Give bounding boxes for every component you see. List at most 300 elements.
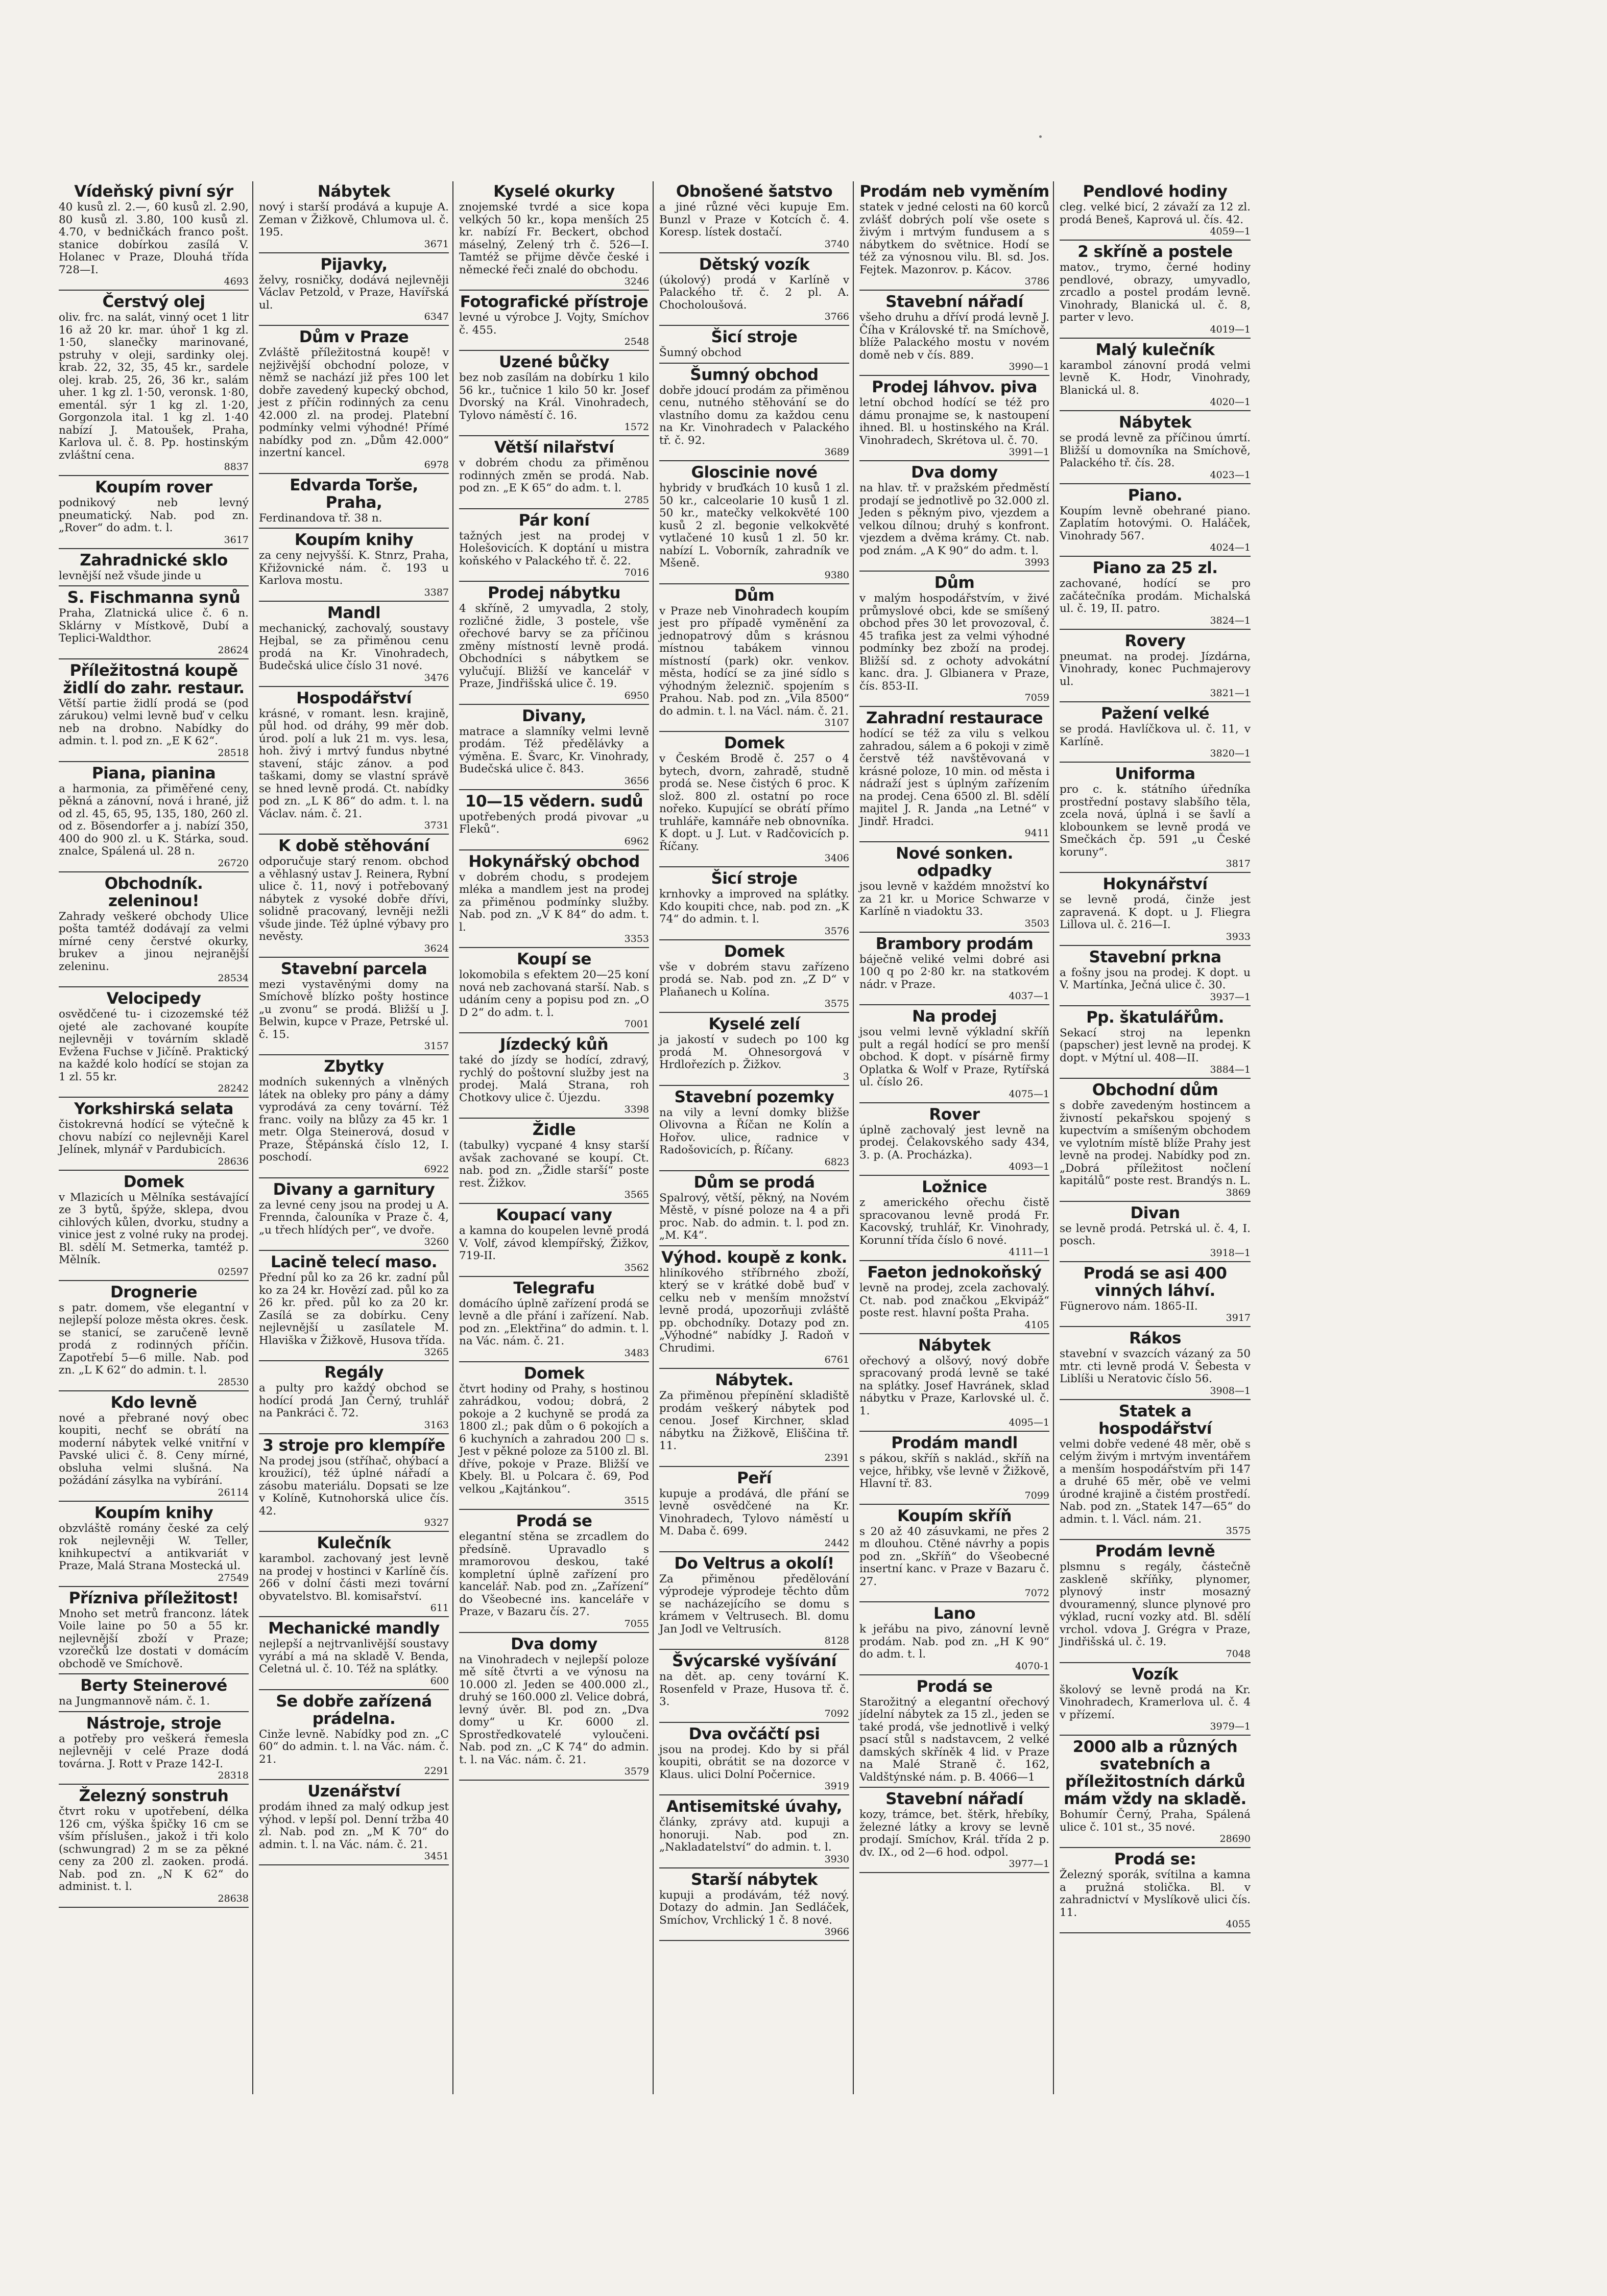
- ad-text: na Vinohradech v nejlepší poloze mě sítě čtvrti a ve výnosu na 10.000 zl. Jeden se 400.000 zl., druhý se 160.000 zl. Velice dobrá, levný úvěr. Bl. pod zn. „Dva domy“ u Kr. 6000 zl. Sprostředkovatelé vyloučeni. Nab. pod zn. „C K 74“ do admin. t. l. na Vác. nám. č. 21.: [459, 1653, 649, 1766]
- ad-heading: Šumný obchod: [690, 365, 819, 384]
- classified-ad: [659, 1172, 849, 1246]
- ad-column: [1056, 181, 1254, 2094]
- ad-reference-number: 3731: [424, 820, 449, 831]
- ad-heading: Kyselé okurky: [493, 182, 615, 201]
- classified-ad: [1060, 874, 1251, 946]
- ad-text: krnhovky a improved na splátky. Kdo koupiti chce, nab. pod zn. „K 74“ do admin. t. l.: [659, 888, 849, 926]
- ad-heading: Obchodní dům: [1092, 1081, 1218, 1099]
- ad-text: kupuje a prodává, dle přání se levně osvědčené na Kr. Vinohradech, Tylovo náměstí u M. Daba č. 699.: [659, 1487, 849, 1537]
- ad-text: v dobrém chodu za přiměnou rodinných změn se prodá. Nab. pod zn. „E K 65“ do adm. t. l.: [459, 457, 649, 494]
- ad-reference-number: 7092: [824, 1708, 849, 1719]
- ad-reference-number: 7099: [1024, 1489, 1049, 1501]
- ad-reference-number: 6761: [824, 1354, 849, 1365]
- classified-ad: [459, 1278, 649, 1362]
- ad-heading: Starší nábytek: [690, 1870, 818, 1889]
- ad-reference-number: 3869: [1226, 1187, 1251, 1198]
- ad-heading: Nábytek.: [715, 1371, 794, 1389]
- classified-ad: [1060, 703, 1251, 763]
- ad-reference-number: 3979—1: [1210, 1721, 1251, 1732]
- ad-heading: Peří: [737, 1469, 772, 1487]
- ad-reference-number: 3107: [824, 717, 849, 728]
- ad-reference-number: 4020—1: [1210, 396, 1251, 408]
- classified-ad: [859, 1603, 1049, 1675]
- classified-ad: [259, 1691, 449, 1781]
- classified-ad: [59, 1172, 249, 1281]
- ad-heading: Hokynářský obchod: [468, 852, 640, 871]
- ad-heading: Prodám levně: [1095, 1542, 1215, 1560]
- ad-heading: Nábytek: [918, 1336, 991, 1355]
- ad-heading: Statek a hospodářství: [1098, 1402, 1212, 1438]
- classified-ad: [659, 462, 849, 584]
- ad-heading: Nábytek: [317, 182, 391, 201]
- ad-reference-number: 26114: [218, 1486, 249, 1498]
- ad-heading: Brambory prodám: [875, 934, 1034, 953]
- classified-ad: [459, 1205, 649, 1277]
- ad-reference-number: 8128: [824, 1635, 849, 1646]
- ad-heading: Koupím skříň: [897, 1506, 1012, 1525]
- classified-ad: [859, 1006, 1049, 1103]
- ad-reference-number: 3575: [1226, 1525, 1251, 1536]
- classified-ad: [1060, 1263, 1251, 1328]
- ad-heading: Hokynářství: [1102, 875, 1208, 893]
- ad-text: hodící se též za vilu s velkou zahradou, sálem a 6 pokoji v zimě čerstvě též navštěvovaná v krásné poloze, 10 min. od města i nádraží jest s úplným zařízením na prodej. Cena 6500 zl. Bl. sdělí majitel J. R. Janda „na Letné“ v Jindř. Hradci.: [859, 727, 1049, 828]
- ad-reference-number: 3820—1: [1210, 748, 1251, 759]
- ad-text: Železný sporák, svítilna a kamna a pružná stolička. Bl. v zahradnictví v Myslíkově ulici čís. 11.: [1060, 1868, 1251, 1919]
- ad-reference-number: 4024—1: [1210, 542, 1251, 553]
- classified-ad: [59, 1282, 249, 1391]
- ad-text: nové a přebrané nový obec koupiti, nechť se obrátí na moderní nábytek velké vnitřní v Pavské ulici č. 8. Ceny mírné, obsluha velmi slušná. Na požádání zásylka na vybírání.: [59, 1411, 249, 1487]
- ad-text: čtvrt hodiny od Prahy, s hostinou zahrádkou, vodou; dobrá, 2 pokoje a 2 kuchyně se prodá za 1800 zl.; pak dům o 6 pokojích a 6 kuchyních a zahradou 200 ☐ s. Jest v pěkné poloze za 5100 zl. Bl. dříve, pokoje v Praze. Bližší ve Kbely. Bl. u Polcara č. 69, Pod velkou „Kajtánkou“.: [459, 1382, 649, 1496]
- classified-ad: [659, 868, 849, 940]
- classified-ad: [1060, 1080, 1251, 1202]
- ad-reference-number: 2785: [624, 494, 649, 506]
- ad-reference-number: 28318: [218, 1770, 249, 1781]
- ad-text: se levně prodá. Petrská ul. č. 4, I. posch.: [1060, 1222, 1251, 1247]
- ad-heading: Koupací vany: [496, 1206, 612, 1224]
- classified-ad: [259, 1056, 449, 1178]
- ad-text: znojemské tvrdé a sice kopa velkých 50 kr., kopa menších 25 kr. nabízí Fr. Beckert, obchod máselný, Zelený trh č. 526—I. Tamtéž se přijme děvče české i německé řeči znalé do obchodu.: [459, 201, 649, 276]
- ad-text: oliv. frc. na salát, vinný ocet 1 litr 16 až 20 kr. mar. úhoř 1 kg zl. 1·50, slanečky marinované, pstruhy v oleji, sardinky olej. krab. 22, 32, 35, 45 kr., sardele olej. krab. 25, 26, 36 kr., salám uher. 1 kg zl. 1·50, veronsk. 1·80, ementál. sýr 1 kg zl. 1·20, Gorgonzola ital. 1 kg zl. 1·40 nabízí J. Matoušek, Praha, Karlova ul. č. 8. Pp. hostinským zvláštní cena.: [59, 311, 249, 462]
- ad-text: dobře jdoucí prodám za přiměnou cenu, nutného stěhování se do vlastního domu za každou cenu na Kr. Vinohradech v Palackého tř. č. 92.: [659, 384, 849, 447]
- ad-reference-number: 3476: [424, 672, 449, 683]
- ad-heading: Větší nilařství: [494, 438, 614, 457]
- ad-heading: Přízniva příležitost!: [68, 1589, 239, 1607]
- classified-ad: [459, 851, 649, 949]
- ad-reference-number: 3933: [1226, 931, 1251, 942]
- ad-heading: Pijavky,: [320, 255, 388, 274]
- ad-heading: Hospodářství: [296, 689, 412, 707]
- ad-reference-number: 1572: [624, 421, 649, 433]
- ad-reference-number: 4111—1: [1009, 1246, 1049, 1258]
- ad-heading: Vídeňský pivní sýr: [74, 182, 233, 201]
- ad-heading: Dům v Praze: [299, 328, 409, 346]
- ad-text: báječně veliké velmi dobré asi 100 q po 2·80 kr. na statkovém nádr. v Praze.: [859, 953, 1049, 991]
- ad-text: s 20 až 40 zásuvkami, ne přes 2 m dlouhou. Ctěné návrhy a popis pod zn. „Skříň“ do Všeobecné insertní kanc. v Praze v Bazaru č. 27.: [859, 1525, 1049, 1588]
- classified-ad: [459, 1634, 649, 1781]
- classified-ad: [1060, 764, 1251, 873]
- ad-reference-number: 3908—1: [1210, 1385, 1251, 1396]
- ad-text: v malým hospodářstvím, v živé průmyslové obci, kde se smíšený obchod přes 30 let provozoval, č. 45 trafika jest za velmi výhodné podmínky bez zboží na prodej. Bližší sd. z ochoty advokátní kanc. dra. J. Glbianera v Praze, čís. 853-II.: [859, 592, 1049, 693]
- ad-heading: 2000 alb a různých svatebních a příležitostních dárků mám vždy na skladě.: [1064, 1738, 1246, 1808]
- classified-ad: [259, 1252, 449, 1361]
- ad-text: čtvrt roku v upotřebení, délka 126 cm, výška špičky 16 cm se vším příslušen., jakož i tři kolo (schwungrad) 2 m se za pěkné ceny za 200 zl. zaoken. prodá. Nab. pod zn. „N K 62“ do administ. t. l.: [59, 1805, 249, 1893]
- ad-reference-number: 4095—1: [1009, 1417, 1049, 1428]
- ad-heading: Zahradnické sklo: [80, 551, 228, 570]
- classified-ad: [659, 254, 849, 326]
- ad-reference-number: 7059: [1024, 692, 1049, 703]
- ad-heading: S. Fischmanna synů: [67, 588, 241, 607]
- classified-ad: [1060, 1328, 1251, 1400]
- ad-heading: Fotografické přístroje: [460, 293, 649, 311]
- ad-text: letní obchod hodící se též pro dámu pronajme se, k nastoupení ihned. Bl. u hostinského na Král. Vinohradech, Skrétova ul. č. 70.: [859, 396, 1049, 447]
- ad-reference-number: 6950: [624, 690, 649, 701]
- ad-heading: Dům se prodá: [693, 1173, 815, 1192]
- ad-reference-number: 02597: [218, 1266, 249, 1277]
- ad-heading: Stavební parcela: [280, 959, 427, 978]
- ad-reference-number: 4023—1: [1210, 469, 1251, 481]
- ad-heading: Prodá se asi 400 vinných láhví.: [1083, 1264, 1227, 1300]
- ad-reference-number: 3993: [1024, 557, 1049, 568]
- ad-reference-number: 3740: [824, 238, 849, 250]
- ad-heading: Kyselé zelí: [708, 1015, 800, 1033]
- classified-ad: [459, 1034, 649, 1119]
- ad-reference-number: 3575: [824, 998, 849, 1009]
- classified-ad: [859, 462, 1049, 572]
- ad-text: a kamna do koupelen levně prodá V. Volf, závod klempířský, Žižkov, 719-II.: [459, 1224, 649, 1262]
- classified-ad: [859, 1506, 1049, 1603]
- ad-heading: Prodám mandl: [891, 1434, 1018, 1452]
- ad-heading: Faeton jednokoňský: [867, 1263, 1042, 1282]
- ad-text: ořechový a olšový, nový dobře spracovaný prodá levně se také na splátky. Josef Havránek, sklad nábytku v Praze, Karlovské ul. č. 1.: [859, 1354, 1049, 1417]
- ad-text: v Praze neb Vinohradech koupím jest pro případě vyměnění za jednopatrový dům s krásnou místnou tabákem vinnou místností (park) okr. venkov. města, hodící se za jiné sídlo s výhodným železnič. spojením s Prahou. Nab. pod zn. „Vila 8500“ do admin. t. l. na Václ. nám. č. 21.: [659, 604, 849, 718]
- ad-heading: Prodá se:: [1114, 1850, 1196, 1868]
- classified-ad: [1060, 1007, 1251, 1079]
- classified-ad: [59, 477, 249, 549]
- classified-ad: [859, 843, 1049, 933]
- ad-reference-number: 3824—1: [1210, 614, 1251, 626]
- ad-text: z amerického ořechu čistě spracovanou levně prodá Fr. Kacovský, truhlář, Kr. Vinohrady, Korunní třída číslo 6 nové.: [859, 1196, 1049, 1247]
- ad-reference-number: 28530: [218, 1376, 249, 1388]
- ad-heading: 2 skříně a postele: [1077, 243, 1233, 261]
- classified-ad: [1060, 242, 1251, 339]
- ad-heading: Domek: [724, 942, 785, 961]
- ad-reference-number: 3918—1: [1210, 1247, 1251, 1259]
- ad-text: a potřeby pro veškerá řemesla nejlevněji v celé Praze dodá továrna. J. Rott v Praze 142-I.: [59, 1732, 249, 1770]
- classified-ad: [459, 706, 649, 790]
- ad-text: jsou levně v každém množství ko za 21 kr. u Morice Schwarze v Karlíně n viadoktu 33.: [859, 880, 1049, 918]
- ad-text: modních sukenných a vlněných látek na obleky pro pány a dámy vyprodává za ceny tovární. Též franc. voily na blůzy za 45 kr. 1 metr. Olga Steinerová, dosud v Praze, Štěpánská číslo 12, I. poschodí.: [259, 1076, 449, 1164]
- ad-reference-number: 3515: [624, 1495, 649, 1506]
- ad-text: za ceny nejvyšší. K. Stnrz, Praha, Křižovnické nám. č. 193 u Karlova mostu.: [259, 549, 449, 587]
- classified-ad: [659, 1468, 849, 1552]
- ad-heading: Prodej láhvov. piva: [872, 378, 1037, 396]
- ad-reference-number: 9411: [1024, 827, 1049, 839]
- ad-text: 4 skříně, 2 umyvadla, 2 stoly, rozličné židle, 3 postele, vše ořechové barvy se za příčinou změny místností levně prodá. Obchodníci s nábytkem se vylučují. Bližší ve kancelář v Praze, Jindřišská ulice č. 19.: [459, 602, 649, 690]
- ad-text: Ferdinandova tř. 38 n.: [259, 511, 382, 525]
- ad-heading: Gloscinie nové: [691, 463, 818, 482]
- ad-reference-number: 3977—1: [1009, 1858, 1049, 1869]
- ad-text: ja jakostí v sudech po 100 kg prodá M. Ohnesorgová v Hrdlořezích p. Žižkov.: [659, 1033, 849, 1071]
- ad-text: hliníkového stříbrného zboží, který se v krátké době buď v celku neb v menším množství levně prodá, upozorňuji zvláště pp. obchodníky. Dotazy pod zn. „Výhodné“ nabídky J. Radoň v Chrudimi.: [659, 1266, 849, 1355]
- ad-heading: Uzené bůčky: [498, 353, 610, 371]
- ad-heading: Jízdecký kůň: [499, 1035, 609, 1054]
- ad-text: cleg. velké bicí, 2 závaží za 12 zl. prodá Beneš, Kaprová ul. čís. 42.: [1060, 201, 1251, 226]
- ad-reference-number: 3387: [424, 586, 449, 598]
- ad-heading: Židle: [532, 1121, 576, 1139]
- ad-text: zachované, hodící se pro začátečníka prodám. Michalská ul. č. 19, II. patro.: [1060, 577, 1251, 615]
- ad-heading: Pár koní: [518, 511, 590, 530]
- ad-heading: Dva domy: [511, 1635, 597, 1653]
- ad-text: Na prodej jsou (stříhač, ohýbací a kroužicí), též úplné nářadí a zásobu materiálu. Dopsati se lze v Kolíně, Kutnohorská ulice čís. 42.: [259, 1454, 449, 1518]
- ad-reference-number: 7055: [624, 1618, 649, 1629]
- classified-ad: [1060, 485, 1251, 557]
- ad-text: levně na prodej, zcela zachovalý. Ct. nab. pod značkou „Ekvipáž“ poste rest. hlavní pošta Praha.: [859, 1282, 1049, 1319]
- ad-reference-number: 3579: [624, 1766, 649, 1777]
- ad-text: matrace a slamníky velmi levně prodám. Též předělávky a výměna. E. Švarc, Kr. Vinohrady, Budečská ulice č. 843.: [459, 725, 649, 775]
- ad-text: lokomobila s efektem 20—25 koní nová neb zachovaná starší. Nab. s udáním ceny a popisu pod zn. „O D 2“ do adm. t. l.: [459, 968, 649, 1019]
- ad-reference-number: 3503: [1024, 917, 1049, 929]
- ad-text: Přední půl ko za 26 kr. zadní půl ko za 24 kr. Hovězí zad. půl ko za 26 kr. před. půl ko za 20 kr. Zasílá se za dobírku. Ceny nejlevnější u zasílatele M. Hlaviška v Žižkově, Husova třída.: [259, 1271, 449, 1347]
- ad-text: Větší partie židlí prodá se (pod zárukou) velmi levně buď v celku neb na drobno. Nabídky do admin. t. l. pod zn. „E K 62“.: [59, 697, 249, 747]
- classified-ad: [859, 181, 1049, 291]
- classified-ad: [859, 1335, 1049, 1432]
- ad-column: [656, 181, 854, 2094]
- ad-text: mezi vystavěnými domy na Smíchově blízko pošty hostince „u zvonu“ se prodá. Bližší u J. Belwin, kupce v Praze, Petrské ul. č. 15.: [259, 978, 449, 1041]
- classified-ad: [459, 791, 649, 850]
- ad-heading: Obnošené šatstvo: [676, 182, 833, 201]
- ad-heading: Dětský vozík: [699, 255, 810, 274]
- ad-reference-number: 4019—1: [1210, 323, 1251, 335]
- ad-reference-number: 7048: [1226, 1648, 1251, 1660]
- ad-heading: Mandl: [327, 603, 381, 622]
- ad-text: nejlepší a nejtrvanlivější soustavy vyrábí a má na skladě V. Benda, Celetná ul. č. 10. Též na splátky.: [259, 1638, 449, 1675]
- ad-reference-number: 2548: [624, 336, 649, 347]
- ad-text: Praha, Zlatnická ulice č. 6 n. Sklárny v Místkově, Dubí a Teplici-Waldthor.: [59, 607, 249, 645]
- ad-text: se levně prodá, činže jest zapravená. K dopt. u J. Fliegra Lillova ul. č. 216—I.: [1060, 893, 1251, 931]
- classified-ad: [859, 292, 1049, 376]
- classified-ad: [859, 573, 1049, 707]
- ad-reference-number: 2291: [424, 1765, 449, 1777]
- ad-reference-number: 28636: [218, 1155, 249, 1167]
- classified-ad: [59, 1392, 249, 1502]
- ad-text: s patr. domem, vše elegantní v nejlepší poloze města okres. česk. se stanicí, se zaručeně levně prodá z rodinných příčin. Zapotřebí 5—6 mille. Nab. pod zn. „L K 62“ do admin. t. l.: [59, 1301, 249, 1377]
- ad-text: Sekací stroj na lepenkn (papscher) jest levně na prodej. K dopt. v Mýtní ul. 408—II.: [1060, 1026, 1251, 1064]
- ad-text: želvy, rosničky, dodává nejlevněji Václav Petzold, v Praze, Havířská ul.: [259, 273, 449, 312]
- classified-ad: [659, 365, 849, 462]
- classified-ad: [59, 988, 249, 1098]
- classified-ad: [1060, 1849, 1251, 1933]
- classified-ad: [459, 510, 649, 582]
- ad-reference-number: 3766: [824, 311, 849, 322]
- ad-text: Za přiměnou předělování výprodeje výprodeje těchto dům se nacházejícího se domu s krámem v Veltrusech. Bl. domu Jan Jodl ve Veltrusích.: [659, 1572, 849, 1636]
- ad-text: karambol. zachovaný jest levně na prodej v hostinci v Karlíně čís. 266 v dolní části mezi tovární obyvatelstvo. Bl. komisařství.: [259, 1552, 449, 1603]
- ad-heading: Edvarda Torše, Praha,: [290, 476, 418, 512]
- classified-ad: [459, 1363, 649, 1510]
- classifieds-sheet: [55, 181, 1457, 2094]
- ad-reference-number: 4075—1: [1009, 1088, 1049, 1100]
- ad-reference-number: 28534: [218, 973, 249, 984]
- ad-reference-number: 28242: [218, 1083, 249, 1094]
- ad-reference-number: 4059—1: [1210, 226, 1251, 237]
- ad-heading: Berty Steinerové: [80, 1676, 227, 1695]
- ad-heading: Pendlové hodiny: [1083, 182, 1228, 201]
- classified-ad: [459, 352, 649, 436]
- ad-text: elegantní stěna se zrcadlem do předsíně. Upravadlo s mramorovou deskou, také kompletní úplně zařízení pro kancelář. Nab. pod zn. „Zařízení“ do Všeobecné ins. kanceláře v Praze, v Bazaru čís. 27.: [459, 1530, 649, 1618]
- ad-heading: Uniforma: [1115, 765, 1195, 783]
- ad-text: pneumat. na prodej. Jízdárna, Vinohrady, konec Puchmajerovy ul.: [1060, 650, 1251, 688]
- ad-reference-number: 7001: [624, 1019, 649, 1030]
- ad-heading: Nástroje, stroje: [86, 1714, 222, 1733]
- ad-heading: Koupím knihy: [94, 1503, 213, 1522]
- ad-reference-number: 3562: [624, 1262, 649, 1273]
- ad-heading: Koupím knihy: [294, 531, 414, 549]
- ad-text: články, zprávy atd. kupuji a honoruji. Nab. pod zn. „Nakladatelství“ do admin. t. l.: [659, 1816, 849, 1854]
- ad-text: a jiné různé věci kupuje Em. Bunzl v Praze v Kotcích č. 4. Koresp. lístek dostačí.: [659, 201, 849, 239]
- classified-ad: [859, 1177, 1049, 1261]
- ad-heading: Prodám neb vyměním: [859, 182, 1049, 201]
- classified-ad: [659, 1087, 849, 1171]
- ad-heading: Yorkshirská selata: [74, 1100, 233, 1118]
- ad-heading: Domek: [724, 734, 785, 752]
- ad-reference-number: 611: [430, 1602, 449, 1614]
- ad-heading: Pp. škatulářům.: [1086, 1008, 1224, 1027]
- ad-column: [856, 181, 1054, 2094]
- ad-text: se prodá levně za příčinou úmrtí. Bližší u domovníka na Smíchově, Palackého tř. čís. 28.: [1060, 432, 1251, 469]
- ad-heading: Dva ovčáčtí psi: [688, 1724, 820, 1743]
- ad-heading: Na prodej: [912, 1007, 997, 1026]
- ad-text: v Mlazicích u Mělníka sestávající ze 3 bytů, špýže, sklepa, dvou cihlových kůlen, dvorku, studny a vinice jest z volné ruky na prodej. Bl. sdělí M. Setmerka, tamtéž p. Mělník.: [59, 1191, 249, 1266]
- ad-reference-number: 3624: [424, 942, 449, 954]
- classified-ad: [459, 1511, 649, 1633]
- ad-reference-number: 3483: [624, 1347, 649, 1359]
- classified-ad: [59, 1588, 249, 1675]
- classified-ad: [859, 1104, 1049, 1176]
- ad-reference-number: 3671: [424, 238, 449, 250]
- ad-reference-number: 28638: [218, 1892, 249, 1904]
- ink-speck: [1039, 135, 1042, 138]
- classified-ad: [659, 733, 849, 867]
- classified-ad: [1060, 181, 1251, 241]
- ad-text: čistokrevná hodící se výtečně k chovu nabízí co nejlevněji Karel Jelínek, mlynář v Pardubicích.: [59, 1118, 249, 1156]
- ad-heading: Domek: [523, 1364, 585, 1383]
- ad-text: Cinže levně. Nabídky pod zn. „C 60“ do admin. t. l. na Vác. nám. č. 21.: [259, 1727, 449, 1766]
- classified-ad: [259, 1435, 449, 1532]
- ad-reference-number: 3656: [624, 775, 649, 787]
- ad-heading: Koupím rover: [95, 478, 212, 496]
- ad-heading: Stavební pozemky: [674, 1087, 834, 1106]
- ad-text: Mnoho set metrů franconz. látek Voile laine po 50 a 55 kr. nejlevnější zboží v Praze; vzorečků lze dostati v domácím obchodě ve Smíchově.: [59, 1607, 249, 1670]
- ad-heading: Lano: [933, 1604, 976, 1623]
- ad-reference-number: 8837: [224, 461, 249, 472]
- ad-reference-number: 28518: [218, 747, 249, 759]
- classified-ad: [59, 587, 249, 659]
- ad-heading: Rákos: [1129, 1329, 1181, 1347]
- ad-heading: 3 stroje pro klempíře: [262, 1436, 445, 1455]
- ad-heading: Výhod. koupě z konk.: [661, 1248, 847, 1267]
- ad-reference-number: 4093—1: [1009, 1161, 1049, 1172]
- ad-heading: Mechanické mandly: [268, 1619, 440, 1638]
- ad-text: nový i starší prodává a kupuje A. Zeman v Žižkově, Chlumova ul. č. 195.: [259, 201, 449, 239]
- classified-ad: [659, 1869, 849, 1942]
- ad-heading: Stavební prkna: [1089, 948, 1221, 966]
- ad-reference-number: 600: [430, 1675, 449, 1687]
- classified-ad: [1060, 558, 1251, 630]
- ad-text: tažných jest na prodej v Holešovicích. K doptání u mistra koňského v Palackého tř. č. 22.: [459, 529, 649, 567]
- ad-text: Bohumír Černý, Praha, Spálená ulice č. 101 st., 35 nové.: [1060, 1808, 1251, 1834]
- classified-ad: [259, 1533, 449, 1617]
- ad-reference-number: 3991—1: [1009, 446, 1049, 458]
- ad-text: Šumný obchod: [659, 346, 742, 359]
- classified-ad: [659, 941, 849, 1013]
- classified-ad: [59, 292, 249, 476]
- ad-text: upotřebených prodá pivovar „u Fleků“.: [459, 810, 649, 836]
- ad-heading: Kdo levně: [110, 1393, 197, 1412]
- ad-text: s pákou, skříň s naklád., skříň na vejce, hřibky, vše levně v Žižkově, Hlavní tř. 83.: [859, 1452, 1049, 1490]
- classified-ad: [259, 254, 449, 326]
- ad-reference-number: 3990—1: [1009, 361, 1049, 372]
- ad-text: se prodá. Havlíčkova ul. č. 11, v Karlíně.: [1060, 723, 1251, 748]
- ad-heading: Dům: [934, 574, 975, 592]
- ad-column: [255, 181, 453, 2094]
- ad-text: 40 kusů zl. 2.—, 60 kusů zl. 2.90, 80 kusů zl. 3.80, 100 kusů zl. 4.70, v bedničkách franco pošt. stanice dobírkou zasílá V. Holanec v Praze, Dlouhá třída 728—I.: [59, 201, 249, 276]
- ad-heading: Piano za 25 zl.: [1092, 559, 1218, 577]
- ad-text: a fošny jsou na prodej. K dopt. u V. Martínka, Ječná ulice č. 30.: [1060, 966, 1251, 991]
- classified-ad: [59, 763, 249, 872]
- ad-reference-number: 3353: [624, 933, 649, 944]
- ad-text: Fügnerovo nám. 1865-II.: [1060, 1299, 1198, 1313]
- classified-ad: [259, 475, 449, 529]
- classified-ad: [1060, 631, 1251, 703]
- ad-reference-number: 9327: [424, 1517, 449, 1528]
- classified-ad: [59, 873, 249, 988]
- ad-text: kupuji a prodávám, též nový. Dotazy do admin. Jan Sedláček, Smíchov, Vrchlický 1 č. 8 nové.: [659, 1888, 849, 1927]
- ad-heading: Se dobře zařízená prádelna.: [276, 1692, 432, 1728]
- classified-ad: [659, 1553, 849, 1650]
- ad-reference-number: 3576: [824, 925, 849, 937]
- ad-reference-number: 3937—1: [1210, 991, 1251, 1003]
- ad-reference-number: 3884—1: [1210, 1064, 1251, 1075]
- ad-text: Zvláště příležitostná koupě! v nejživější obchodní poloze, v němž se nachází již přes 100 let dobře zavedený kupecký obchod, jest z příčin rodinných za cenu 42.000 zl. na prodej. Platební podmínky velmi výhodné! Přímé nabídky pod zn. „Dům 42.000“ inzertní kancel.: [259, 346, 449, 459]
- ad-text: podnikový neb levný pneumatický. Nab. pod zn. „Rover“ do adm. t. l.: [59, 496, 249, 534]
- ad-heading: Prodá se: [516, 1512, 592, 1530]
- classified-ad: [59, 1786, 249, 1908]
- ad-heading: Kulečník: [317, 1534, 391, 1552]
- classified-ad: [259, 181, 449, 253]
- ad-reference-number: 3565: [624, 1189, 649, 1200]
- classified-ad: [1060, 1664, 1251, 1736]
- ad-text: také do jízdy se hodící, zdravý, rychlý do poštovní služby jest na prodej. Malá Strana, roh Chotkovy ulice č. Újezdu.: [459, 1054, 649, 1104]
- ad-heading: Regály: [324, 1363, 383, 1382]
- ad-heading: Zahradní restaurace: [866, 709, 1043, 727]
- ad-reference-number: 3157: [424, 1040, 449, 1052]
- ad-text: odporučuje starý renom. obchod a věhlasný ustav J. Reinera, Rybní ulice č. 11, nový i potřebovaný nábytek z vysoké dobře dřívi, solidně pracovaný, levněji nežli všude jinde. Též úplné výbavy pro nevěsty.: [259, 855, 449, 943]
- ad-heading: Prodej nábytku: [488, 584, 620, 602]
- ad-reference-number: 3821—1: [1210, 688, 1251, 699]
- ad-heading: Domek: [123, 1172, 184, 1191]
- classified-ad: [659, 1247, 849, 1369]
- ad-reference-number: 2442: [824, 1537, 849, 1549]
- classified-ad: [859, 1433, 1049, 1505]
- ad-text: statek v jedné celosti na 60 korců zvlášť dobrých polí vše osete s živým i mrtvým fundusem a s nábytkem do světnice. Hodí se též za výnosnou vilu. Bl. sd. Jos. Fejtek. Mazonrov. p. Kácov.: [859, 201, 1049, 276]
- ad-heading: 10—15 vědern. sudů: [465, 792, 643, 811]
- classified-ad: [59, 660, 249, 762]
- classified-ad: [1060, 1737, 1251, 1848]
- ad-text: úplně zachovalý jest levně na prodej. Čelakovského sady 434, 3. p. (A. Procházka).: [859, 1123, 1049, 1162]
- ad-reference-number: 3966: [824, 1926, 849, 1937]
- ad-heading: Telegrafu: [513, 1279, 595, 1297]
- ad-text: (tabulky) vycpané 4 knsy starší avšak zachované se koupí. Ct. nab. pod zn. „Židle starší“ poste rest. Žižkov.: [459, 1139, 649, 1190]
- ad-reference-number: 3917: [1226, 1312, 1251, 1323]
